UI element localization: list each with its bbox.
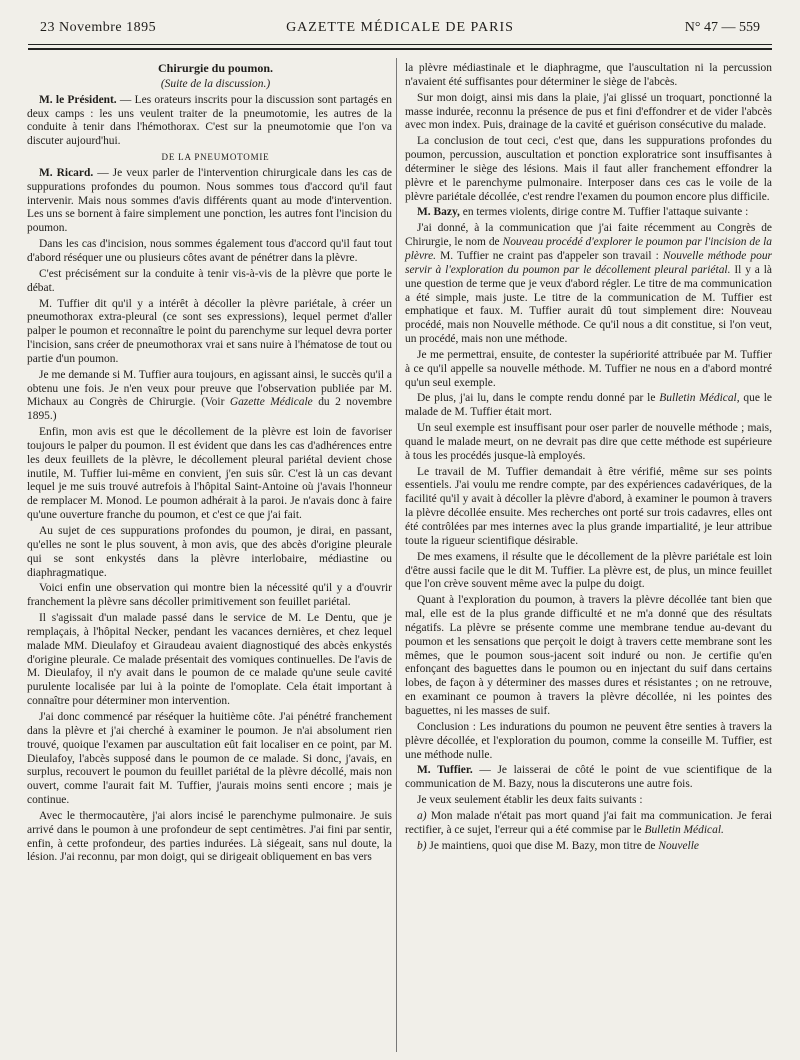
paragraph: la plèvre médiastinale et le diaphragme, que l'auscultation ni la percussion n'avaient été suffisantes pour déterminer le siège de l'abcès. <box>405 62 772 88</box>
page-header <box>40 14 760 40</box>
header-rule <box>28 44 772 45</box>
left-column <box>27 62 392 867</box>
paragraph: J'ai donné, à la communication que j'ai faite récemment au Congrès de Chirurgie, le nom de Nouveau procédé d'explorer le poumon par l'incision de la plèvre. M. Tuffier ne craint pas d'appeler son travail : Nouvelle méthode pour servir à l'exploration du poumon par le décollement pleural pariétal. Il y a là une question de terme que je veux d'abord régler. Le titre de ma communication a été simple, mais juste. Le titre de la communication de M. Tuffier est emphatique et faux. M. Tuffier aurait dû tout simplement dire: Nouveau procédé, mais non Nouvelle méthode. Ce qu'il nous a dit constitue, si l'on veut, un procédé, mais non une méthode. <box>405 222 773 346</box>
paragraph: b) Je maintiens, quoi que dise M. Bazy, mon titre de Nouvelle <box>417 839 699 852</box>
journal-title: GAZETTE MÉDICALE DE PARIS <box>286 20 514 35</box>
page-number: N° 47 — 559 <box>684 20 760 35</box>
subheading: DE LA PNEUMOTOMIE <box>161 152 270 163</box>
header-rule-thick <box>28 48 772 50</box>
paragraph: Au sujet de ces suppurations profondes du poumon, je dirai, en passant, qu'elles ne sont le plus souvent, à mon avis, que des abcès d'origine pleurale qui se sont enkystés dans la plèvre interlobaire, médiastine ou diaphragmatique. <box>27 525 392 579</box>
paragraph: Je me demande si M. Tuffier aura toujours, en agissant ainsi, le succès qu'il a obtenu une fois. Je n'en veux pour preuve que l'observation publiée par M. Michaux au Congrès de Chirurgie. (Voir Gazette Médicale du 2 novembre 1895.) <box>27 368 392 423</box>
paragraph: Conclusion : Les indurations du poumon ne peuvent être senties à travers la plèvre décollée, et l'exploration du poumon, comme la conseille M. Tuffier, est une méthode nulle. <box>405 720 772 761</box>
paragraph: La conclusion de tout ceci, c'est que, dans les suppurations profondes du poumon, percussion, auscultation et ponction exploratrice sont insuffisantes à déterminer le siège des lésions. Mais il faut aller franchement effondrer la plèvre et le parenchyme pulmonaire. Interposer dans ces cas le voile de la plèvre pariétale décollée, c'est rendre l'examen du poumon encore plus difficile. <box>405 135 772 203</box>
paragraph: Je me permettrai, ensuite, de contester la supériorité attribuée par M. Tuffier à ce qu'il appelle sa nouvelle méthode. M. Tuffier ne nous en a d'abord montré qu'un seul exemple. <box>405 348 772 389</box>
paragraph: Le travail de M. Tuffier demandait à être vérifié, même sur ses points essentiels. J'ai voulu me rendre compte, par des expériences cadavériques, de la facilité qu'il y avait à décoller la plèvre d'abord, à examiner le poumon à travers la plèvre décollée ensuite. Mes recherches ont porté sur trois cadavres, elles ont été contrôlées par mes internes avec la plus grande impartialité, je leur attribue toute la rigueur scientifique désirable. <box>405 465 772 547</box>
paragraph: De mes examens, il résulte que le décollement de la plèvre pariétale est loin d'être aussi facile que le dit M. Tuffier. La plèvre est, de plus, un mince feuillet que l'on crève souvent même avec la pulpe du doigt. <box>405 550 772 591</box>
paragraph: Avec le thermocautère, j'ai alors incisé le parenchyme pulmonaire. Je suis arrivé dans le poumon à une profondeur de sept centimètres. J'ai fini par sentir, enfin, à cette profondeur, des parties indurées. Là siégeait, sans nul doute, la lésion. J'ai reconnu, par mon doigt, qui se dirigeait obliquement en bas vers <box>27 809 392 864</box>
right-column <box>405 62 772 855</box>
speaker-name: M. Ricard. <box>39 166 94 179</box>
speaker-name: M. Bazy, <box>417 206 460 219</box>
paragraph: Je veux seulement établir les deux faits suivants : <box>417 794 643 807</box>
paragraph: C'est précisément sur la conduite à tenir vis-à-vis de la plèvre que porte le débat. <box>27 267 392 294</box>
paragraph: a) Mon malade n'était pas mort quand j'ai fait ma communication. Je ferai rectifier, à ce sujet, l'erreur qui a été commise par le Bulletin Médical. <box>405 809 772 836</box>
paragraph: M. le Président. — Les orateurs inscrits pour la discussion sont partagés en deux camps : les uns veulent traiter de la pneumotomie, les autres de la conduite à tenir dans l'hémothorax. C'est sur la pneumotomie que l'on va discuter aujourd'hui. <box>27 93 392 148</box>
paragraph: Enfin, mon avis est que le décollement de la plèvre est loin de favoriser toujours le palper du poumon. Il est évident que dans les cas d'adhérences entre les deux feuillets de la plèvre, le décollement pleural pariétal devient chose inutile, M. Tuffier lui-même en convient, j'en suis sûr. C'est là un cas devant lequel je me suis trouvé autrefois à l'hôpital Saint-Antoine où j'avais l'honneur de remplacer M. Monod. Le poumon adhérait à la paroi. Je n'avais donc à faire qu'une ouverture franche du poumon, et c'est ce que j'ai fait. <box>27 426 392 522</box>
paragraph: M. Tuffier dit qu'il y a intérêt à décoller la plèvre pariétale, à créer un pneumothorax extra-pleural (ce sont ses expressions), lequel permet d'aller palper le poumon et reconnaître le point du parenchyme sur lequel devra porter l'incision, sans créer de pneumothorax vrai et sans nuire à l'hématose de tout ou partie d'un poumon. <box>27 297 392 365</box>
paragraph: De plus, j'ai lu, dans le compte rendu donné par le Bulletin Médical, que le malade de M. Tuffier était mort. <box>405 392 773 419</box>
paragraph: M. Bazy, en termes violents, dirige contre M. Tuffier l'attaque suivante : <box>417 206 749 219</box>
paragraph: J'ai donc commencé par réséquer la huitième côte. J'ai pénétré franchement dans la plèvre et j'ai cherché à examiner le poumon. Je n'ai absolument rien trouvé, quoique l'examen par auscultation eût fait localiser en ce point, par M. Dieulafoy, l'abcès supposé dans le poumon de ce malade. Si donc, j'avais, en surplus, recouvert le poumon du feuillet pariétal de la plèvre décollé, mais non ouvert, comme l'aurait fait M. Tuffier, j'aurais moins senti encore ; mais je continue. <box>27 710 392 807</box>
paragraph: Il s'agissait d'un malade passé dans le service de M. Le Dentu, que je remplaçais, à l'hôpital Necker, pendant les vacances dernières, et chez lequel malade MM. Dieulafoy et Giraudeau avaient diagnostiqué des abcès enkystés d'origine pleurale. Ce malade présentait des vomiques continuelles. De l'avis de M. Dieulafoy, il n'y avait dans le poumon de ce malade qu'une seule cavité purulente localisée par lui à la pointe de l'omoplate. Cela était important à connaître pour déterminer mon intervention. <box>27 612 392 708</box>
paragraph: Sur mon doigt, ainsi mis dans la plaie, j'ai glissé un troquart, ponctionné la masse indurée, reconnu la présence de pus et fini d'effondrer et de vider l'abcès avec mon index. Puis, drainage de la cavité et guérison consécutive du malade. <box>405 91 772 132</box>
speaker-name: M. Tuffier. <box>417 764 473 777</box>
section-title: Chirurgie du poumon. <box>157 61 274 75</box>
paragraph: Voici enfin une observation qui montre bien la nécessité qu'il y a d'ouvrir franchement la plèvre sans décoller primitivement son feuillet pariétal. <box>27 582 392 609</box>
paragraph: M. Tuffier. — Je laisserai de côté le point de vue scientifique de la communication de M. Bazy, nous la discuterons une autre fois. <box>405 764 772 791</box>
paragraph: M. Ricard. — Je veux parler de l'intervention chirurgicale dans les cas de suppurations profondes du poumon. Nous sommes tous d'accord qu'il faut intervenir. Mais nous sommes d'avis différents quant au mode d'intervention. Les uns se bornent à faire simplement une ponction, les autres font l'incision du poumon. <box>27 166 393 235</box>
paragraph: Quant à l'exploration du poumon, à travers la plèvre décollée tant bien que mal, elle est de la plus grande difficulté et ne m'a donné que des résultats négatifs. La plèvre se présente comme une membrane tendue au-devant du poumon et les sensations que perçoit le doigt à travers cette membrane sont les mêmes, que le poumon sous-jacent soit induré ou non. Je certifie qu'en enfonçant des baguettes dans le poumon ou en injectant du suif dans certains lobes, de façon à y déterminer des masses dures et résistantes ; on ne retrouve, en examinant ce poumon à travers la plèvre décollée, ni les pointes des baguettes, ni les masses de suif. <box>405 594 772 717</box>
column-divider <box>396 58 397 1052</box>
paragraph: Un seul exemple est insuffisant pour oser parler de nouvelle méthode ; mais, quand le malade meurt, on ne devrait pas dire que cette méthode est supérieure à tous les procédés jusque-là employés. <box>405 422 772 462</box>
section-subtitle: (Suite de la discussion.) <box>160 77 271 90</box>
header-date: 23 Novembre 1895 <box>40 20 157 35</box>
speaker-name: M. le Président. <box>39 93 117 106</box>
paragraph: Dans les cas d'incision, nous sommes également tous d'accord qu'il faut tout d'abord réséquer une ou plusieurs côtes avant de pénétrer dans la plèvre. <box>27 238 392 264</box>
